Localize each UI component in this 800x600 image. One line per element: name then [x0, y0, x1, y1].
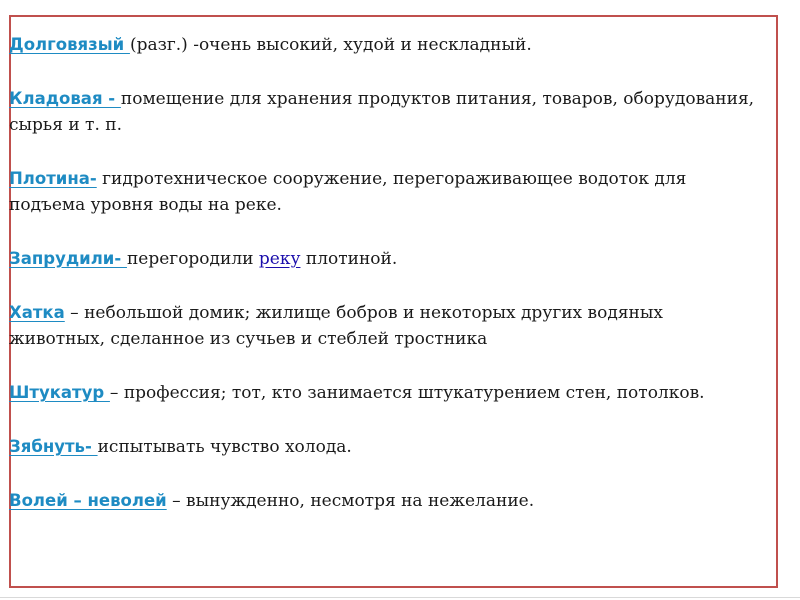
- glossary-term: Запрудили-: [9, 249, 127, 268]
- glossary-entry: [9, 380, 759, 406]
- glossary-definition: – профессия; тот, кто занимается штукатурением стен, потолков.: [109, 383, 705, 403]
- glossary-entry: [9, 166, 759, 218]
- glossary-term: Плотина-: [9, 169, 97, 188]
- glossary-term: Зябнуть-: [9, 437, 98, 456]
- glossary-term: Хатка: [9, 303, 65, 322]
- glossary-entry: [9, 488, 759, 514]
- river-link[interactable]: реку: [258, 249, 301, 269]
- glossary-entry: [9, 300, 759, 352]
- glossary-entry: [9, 434, 759, 460]
- glossary: [9, 32, 759, 542]
- glossary-definition: – вынужденно, несмотря на нежелание.: [166, 491, 535, 511]
- glossary-definition: – небольшой домик; жилище бобров и некоторых других водяных животных, сделанное из сучьев и стеблей тростника: [9, 303, 663, 349]
- glossary-entry: [9, 32, 759, 58]
- glossary-definition: испытывать чувство холода.: [97, 437, 352, 457]
- glossary-definition: гидротехническое сооружение, перегораживающее водоток для подъема уровня воды на реке.: [9, 169, 687, 215]
- glossary-term: Долговязый: [9, 35, 130, 54]
- glossary-definition: (разг.) -очень высокий, худой и нескладный.: [129, 35, 532, 55]
- glossary-entry: [9, 246, 759, 272]
- glossary-definition: перегородили: [126, 249, 259, 269]
- glossary-term: Штукатур: [9, 383, 110, 402]
- glossary-term: Кладовая -: [9, 89, 121, 108]
- glossary-definition: помещение для хранения продуктов питания, товаров, оборудования, сырья и т. п.: [9, 89, 755, 135]
- bottom-divider: [0, 597, 800, 598]
- glossary-term: Волей – неволей: [9, 491, 167, 510]
- glossary-definition: плотиной.: [300, 249, 398, 269]
- glossary-entry: [9, 86, 759, 138]
